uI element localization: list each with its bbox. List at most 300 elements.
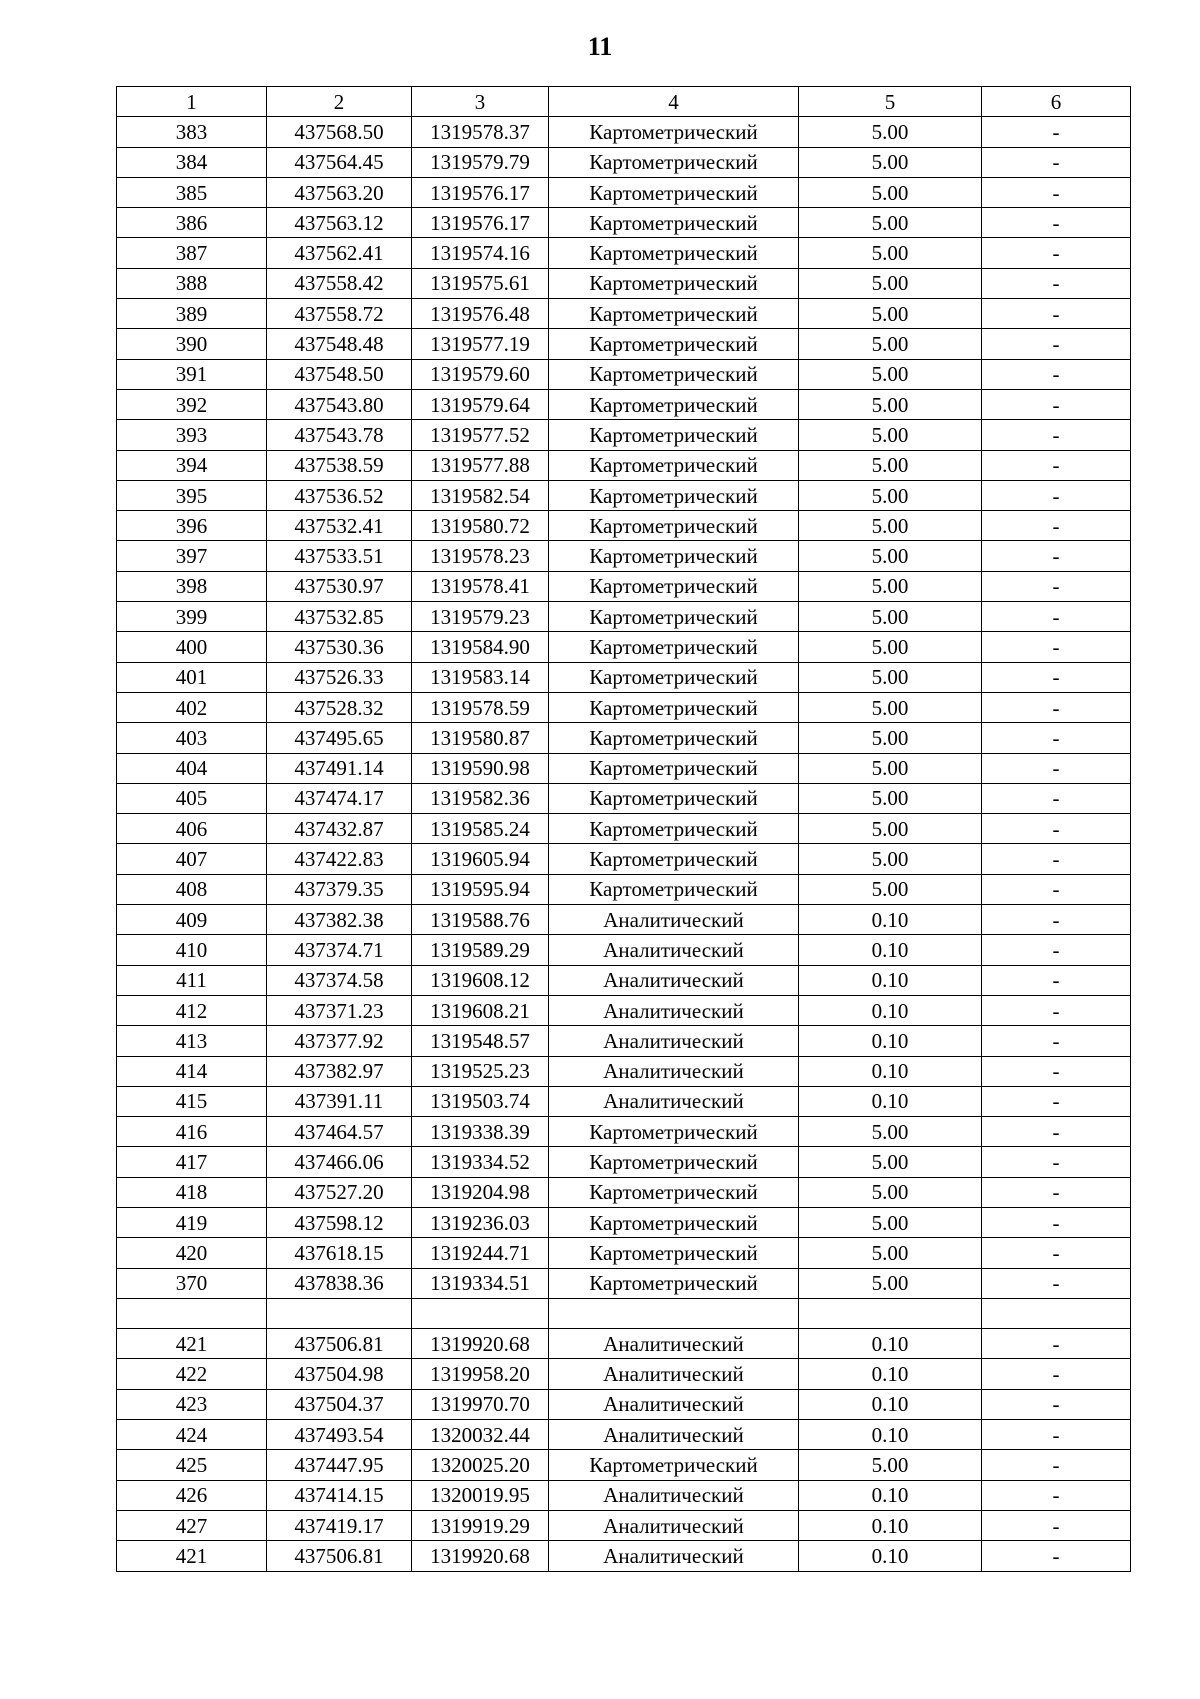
method-cell: Картометрический: [549, 874, 799, 904]
table-row: [117, 1026, 1131, 1056]
table-row: [117, 1117, 1131, 1147]
point-number-cell: 423: [117, 1389, 267, 1419]
accuracy-cell: 5.00: [799, 1207, 982, 1237]
note-cell: -: [982, 753, 1131, 783]
point-number-cell: 416: [117, 1117, 267, 1147]
point-number-cell: 403: [117, 723, 267, 753]
y-coordinate-cell: 1319525.23: [412, 1056, 549, 1086]
accuracy-cell: 5.00: [799, 632, 982, 662]
note-cell: -: [982, 935, 1131, 965]
x-coordinate-cell: 437538.59: [267, 450, 412, 480]
method-cell: Аналитический: [549, 1480, 799, 1510]
y-coordinate-cell: 1319919.29: [412, 1510, 549, 1540]
y-coordinate-cell: 1319970.70: [412, 1389, 549, 1419]
point-number-cell: 388: [117, 268, 267, 298]
accuracy-cell: 5.00: [799, 783, 982, 813]
table-row: [117, 268, 1131, 298]
point-number-cell: 404: [117, 753, 267, 783]
y-coordinate-cell: 1320019.95: [412, 1480, 549, 1510]
note-cell: -: [982, 965, 1131, 995]
y-coordinate-cell: 1319204.98: [412, 1177, 549, 1207]
note-cell: -: [982, 1389, 1131, 1419]
x-coordinate-cell: 437464.57: [267, 1117, 412, 1147]
x-coordinate-cell: 437562.41: [267, 238, 412, 268]
x-coordinate-cell: 437563.12: [267, 208, 412, 238]
x-coordinate-cell: 437382.97: [267, 1056, 412, 1086]
method-cell: Картометрический: [549, 1117, 799, 1147]
note-cell: -: [982, 632, 1131, 662]
point-number-cell: 425: [117, 1450, 267, 1480]
method-cell: Аналитический: [549, 1541, 799, 1571]
method-cell: Картометрический: [549, 814, 799, 844]
note-cell: -: [982, 268, 1131, 298]
y-coordinate-cell: 1319578.37: [412, 117, 549, 147]
y-coordinate-cell: 1319920.68: [412, 1329, 549, 1359]
column-header: 4: [549, 87, 799, 117]
y-coordinate-cell: 1319576.17: [412, 208, 549, 238]
y-coordinate-cell: 1319580.72: [412, 511, 549, 541]
y-coordinate-cell: 1319578.59: [412, 692, 549, 722]
accuracy-cell: 5.00: [799, 389, 982, 419]
point-number-cell: 406: [117, 814, 267, 844]
method-cell: Картометрический: [549, 268, 799, 298]
accuracy-cell: 5.00: [799, 299, 982, 329]
point-number-cell: 389: [117, 299, 267, 329]
note-cell: -: [982, 208, 1131, 238]
x-coordinate-cell: 437466.06: [267, 1147, 412, 1177]
note-cell: -: [982, 1026, 1131, 1056]
method-cell: Картометрический: [549, 1177, 799, 1207]
x-coordinate-cell: 437391.11: [267, 1086, 412, 1116]
x-coordinate-cell: 437527.20: [267, 1177, 412, 1207]
x-coordinate-cell: 437382.38: [267, 905, 412, 935]
table-row: [117, 874, 1131, 904]
method-cell: Аналитический: [549, 995, 799, 1025]
accuracy-cell: 0.10: [799, 1329, 982, 1359]
method-cell: Аналитический: [549, 935, 799, 965]
accuracy-cell: 5.00: [799, 541, 982, 571]
table-row: [117, 814, 1131, 844]
note-cell: -: [982, 177, 1131, 207]
point-number-cell: 427: [117, 1510, 267, 1540]
y-coordinate-cell: 1320032.44: [412, 1420, 549, 1450]
table-row: [117, 1147, 1131, 1177]
note-cell: -: [982, 389, 1131, 419]
method-cell: Картометрический: [549, 299, 799, 329]
accuracy-cell: 5.00: [799, 147, 982, 177]
point-number-cell: 398: [117, 571, 267, 601]
y-coordinate-cell: [412, 1298, 549, 1328]
y-coordinate-cell: 1319577.19: [412, 329, 549, 359]
table-row: [117, 1207, 1131, 1237]
accuracy-cell: 5.00: [799, 177, 982, 207]
note-cell: -: [982, 662, 1131, 692]
y-coordinate-cell: 1319579.64: [412, 389, 549, 419]
accuracy-cell: 5.00: [799, 238, 982, 268]
table-row: [117, 511, 1131, 541]
column-header: 1: [117, 87, 267, 117]
point-number-cell: 383: [117, 117, 267, 147]
method-cell: Картометрический: [549, 541, 799, 571]
accuracy-cell: 0.10: [799, 1389, 982, 1419]
table-row: [117, 1238, 1131, 1268]
accuracy-cell: 5.00: [799, 602, 982, 632]
table-row: [117, 995, 1131, 1025]
y-coordinate-cell: 1319605.94: [412, 844, 549, 874]
point-number-cell: 384: [117, 147, 267, 177]
x-coordinate-cell: 437504.98: [267, 1359, 412, 1389]
point-number-cell: 420: [117, 1238, 267, 1268]
point-number-cell: 412: [117, 995, 267, 1025]
accuracy-cell: 0.10: [799, 905, 982, 935]
note-cell: -: [982, 1086, 1131, 1116]
x-coordinate-cell: 437422.83: [267, 844, 412, 874]
table-body: [117, 117, 1131, 1571]
method-cell: Картометрический: [549, 753, 799, 783]
method-cell: Картометрический: [549, 389, 799, 419]
y-coordinate-cell: 1319579.60: [412, 359, 549, 389]
accuracy-cell: 0.10: [799, 995, 982, 1025]
y-coordinate-cell: 1319582.36: [412, 783, 549, 813]
y-coordinate-cell: 1319588.76: [412, 905, 549, 935]
note-cell: -: [982, 571, 1131, 601]
y-coordinate-cell: 1319920.68: [412, 1541, 549, 1571]
accuracy-cell: 5.00: [799, 117, 982, 147]
y-coordinate-cell: 1319236.03: [412, 1207, 549, 1237]
y-coordinate-cell: 1319589.29: [412, 935, 549, 965]
accuracy-cell: 0.10: [799, 1420, 982, 1450]
x-coordinate-cell: 437533.51: [267, 541, 412, 571]
y-coordinate-cell: 1319338.39: [412, 1117, 549, 1147]
x-coordinate-cell: 437598.12: [267, 1207, 412, 1237]
table-row: [117, 905, 1131, 935]
note-cell: -: [982, 1450, 1131, 1480]
note-cell: -: [982, 602, 1131, 632]
point-number-cell: 415: [117, 1086, 267, 1116]
method-cell: Картометрический: [549, 632, 799, 662]
method-cell: Картометрический: [549, 571, 799, 601]
accuracy-cell: 5.00: [799, 814, 982, 844]
table-row: [117, 753, 1131, 783]
method-cell: Картометрический: [549, 692, 799, 722]
method-cell: Картометрический: [549, 602, 799, 632]
table-row: [117, 692, 1131, 722]
method-cell: Картометрический: [549, 662, 799, 692]
x-coordinate-cell: 437558.42: [267, 268, 412, 298]
table-row: [117, 1420, 1131, 1450]
accuracy-cell: 5.00: [799, 1268, 982, 1298]
method-cell: Аналитический: [549, 1420, 799, 1450]
point-number-cell: 399: [117, 602, 267, 632]
x-coordinate-cell: 437564.45: [267, 147, 412, 177]
x-coordinate-cell: 437558.72: [267, 299, 412, 329]
method-cell: Аналитический: [549, 1056, 799, 1086]
point-number-cell: [117, 1298, 267, 1328]
y-coordinate-cell: 1319958.20: [412, 1359, 549, 1389]
y-coordinate-cell: 1319608.12: [412, 965, 549, 995]
y-coordinate-cell: 1319576.17: [412, 177, 549, 207]
y-coordinate-cell: 1319580.87: [412, 723, 549, 753]
x-coordinate-cell: 437536.52: [267, 480, 412, 510]
point-number-cell: 390: [117, 329, 267, 359]
y-coordinate-cell: 1319548.57: [412, 1026, 549, 1056]
accuracy-cell: 0.10: [799, 1359, 982, 1389]
table-header: [117, 87, 1131, 117]
method-cell: Картометрический: [549, 1147, 799, 1177]
x-coordinate-cell: 437532.85: [267, 602, 412, 632]
note-cell: -: [982, 783, 1131, 813]
point-number-cell: 417: [117, 1147, 267, 1177]
method-cell: Картометрический: [549, 1268, 799, 1298]
table-row: [117, 117, 1131, 147]
accuracy-cell: 5.00: [799, 1177, 982, 1207]
accuracy-cell: 5.00: [799, 511, 982, 541]
x-coordinate-cell: 437374.58: [267, 965, 412, 995]
note-cell: -: [982, 1207, 1131, 1237]
table-row: [117, 450, 1131, 480]
x-coordinate-cell: 437548.48: [267, 329, 412, 359]
header-row: [117, 87, 1131, 117]
table-row: [117, 1480, 1131, 1510]
x-coordinate-cell: 437371.23: [267, 995, 412, 1025]
y-coordinate-cell: 1319576.48: [412, 299, 549, 329]
accuracy-cell: 5.00: [799, 1450, 982, 1480]
x-coordinate-cell: 437838.36: [267, 1268, 412, 1298]
table-row: [117, 389, 1131, 419]
table-row: [117, 359, 1131, 389]
accuracy-cell: 5.00: [799, 874, 982, 904]
point-number-cell: 387: [117, 238, 267, 268]
accuracy-cell: 0.10: [799, 935, 982, 965]
method-cell: [549, 1298, 799, 1328]
point-number-cell: 407: [117, 844, 267, 874]
note-cell: -: [982, 147, 1131, 177]
accuracy-cell: 0.10: [799, 1056, 982, 1086]
method-cell: Аналитический: [549, 1359, 799, 1389]
note-cell: -: [982, 1238, 1131, 1268]
y-coordinate-cell: 1319582.54: [412, 480, 549, 510]
x-coordinate-cell: 437543.78: [267, 420, 412, 450]
note-cell: -: [982, 238, 1131, 268]
y-coordinate-cell: 1319334.52: [412, 1147, 549, 1177]
y-coordinate-cell: 1319578.23: [412, 541, 549, 571]
method-cell: Картометрический: [549, 480, 799, 510]
note-cell: -: [982, 1541, 1131, 1571]
accuracy-cell: 5.00: [799, 753, 982, 783]
y-coordinate-cell: 1319608.21: [412, 995, 549, 1025]
accuracy-cell: 5.00: [799, 571, 982, 601]
note-cell: -: [982, 420, 1131, 450]
note-cell: -: [982, 1420, 1131, 1450]
x-coordinate-cell: 437548.50: [267, 359, 412, 389]
method-cell: Картометрический: [549, 117, 799, 147]
table-row: [117, 1329, 1131, 1359]
accuracy-cell: 0.10: [799, 1510, 982, 1540]
note-cell: -: [982, 1510, 1131, 1540]
accuracy-cell: 5.00: [799, 359, 982, 389]
y-coordinate-cell: 1319334.51: [412, 1268, 549, 1298]
method-cell: Картометрический: [549, 238, 799, 268]
method-cell: Картометрический: [549, 329, 799, 359]
x-coordinate-cell: 437543.80: [267, 389, 412, 419]
accuracy-cell: 5.00: [799, 480, 982, 510]
accuracy-cell: 5.00: [799, 420, 982, 450]
point-number-cell: 419: [117, 1207, 267, 1237]
x-coordinate-cell: 437506.81: [267, 1541, 412, 1571]
point-number-cell: 397: [117, 541, 267, 571]
method-cell: Аналитический: [549, 1026, 799, 1056]
method-cell: Аналитический: [549, 1086, 799, 1116]
accuracy-cell: 5.00: [799, 208, 982, 238]
table-row: [117, 1298, 1131, 1328]
x-coordinate-cell: 437528.32: [267, 692, 412, 722]
note-cell: -: [982, 359, 1131, 389]
point-number-cell: 408: [117, 874, 267, 904]
note-cell: -: [982, 723, 1131, 753]
x-coordinate-cell: 437414.15: [267, 1480, 412, 1510]
accuracy-cell: 0.10: [799, 1086, 982, 1116]
y-coordinate-cell: 1319579.23: [412, 602, 549, 632]
table-row: [117, 723, 1131, 753]
note-cell: -: [982, 541, 1131, 571]
table-row: [117, 632, 1131, 662]
method-cell: Картометрический: [549, 147, 799, 177]
table-row: [117, 1086, 1131, 1116]
note-cell: -: [982, 692, 1131, 722]
point-number-cell: 386: [117, 208, 267, 238]
y-coordinate-cell: 1319590.98: [412, 753, 549, 783]
accuracy-cell: 5.00: [799, 329, 982, 359]
point-number-cell: 414: [117, 1056, 267, 1086]
note-cell: -: [982, 1056, 1131, 1086]
point-number-cell: 401: [117, 662, 267, 692]
point-number-cell: 409: [117, 905, 267, 935]
table-row: [117, 299, 1131, 329]
point-number-cell: 413: [117, 1026, 267, 1056]
x-coordinate-cell: 437419.17: [267, 1510, 412, 1540]
method-cell: Аналитический: [549, 1329, 799, 1359]
note-cell: -: [982, 874, 1131, 904]
point-number-cell: 396: [117, 511, 267, 541]
accuracy-cell: 5.00: [799, 450, 982, 480]
page-number: 11: [587, 32, 613, 61]
note-cell: -: [982, 480, 1131, 510]
x-coordinate-cell: [267, 1298, 412, 1328]
coordinates-table: [116, 86, 1131, 1572]
x-coordinate-cell: 437506.81: [267, 1329, 412, 1359]
method-cell: Аналитический: [549, 965, 799, 995]
note-cell: [982, 1298, 1131, 1328]
point-number-cell: 418: [117, 1177, 267, 1207]
method-cell: Картометрический: [549, 450, 799, 480]
table-row: [117, 1510, 1131, 1540]
table-row: [117, 935, 1131, 965]
note-cell: -: [982, 1177, 1131, 1207]
y-coordinate-cell: 1319578.41: [412, 571, 549, 601]
table-row: [117, 480, 1131, 510]
method-cell: Аналитический: [549, 905, 799, 935]
x-coordinate-cell: 437493.54: [267, 1420, 412, 1450]
point-number-cell: 394: [117, 450, 267, 480]
method-cell: Картометрический: [549, 844, 799, 874]
method-cell: Аналитический: [549, 1510, 799, 1540]
table-row: [117, 1541, 1131, 1571]
method-cell: Картометрический: [549, 783, 799, 813]
note-cell: -: [982, 329, 1131, 359]
point-number-cell: 424: [117, 1420, 267, 1450]
x-coordinate-cell: 437374.71: [267, 935, 412, 965]
accuracy-cell: 0.10: [799, 965, 982, 995]
accuracy-cell: 5.00: [799, 723, 982, 753]
y-coordinate-cell: 1319579.79: [412, 147, 549, 177]
method-cell: Картометрический: [549, 1450, 799, 1480]
point-number-cell: 391: [117, 359, 267, 389]
table-row: [117, 177, 1131, 207]
table-row: [117, 571, 1131, 601]
table-row: [117, 1359, 1131, 1389]
y-coordinate-cell: 1320025.20: [412, 1450, 549, 1480]
method-cell: Картометрический: [549, 723, 799, 753]
method-cell: Картометрический: [549, 1207, 799, 1237]
note-cell: -: [982, 1268, 1131, 1298]
table-row: [117, 329, 1131, 359]
method-cell: Картометрический: [549, 208, 799, 238]
method-cell: Картометрический: [549, 359, 799, 389]
table-row: [117, 1056, 1131, 1086]
table-row: [117, 662, 1131, 692]
x-coordinate-cell: 437495.65: [267, 723, 412, 753]
table-row: [117, 238, 1131, 268]
note-cell: -: [982, 995, 1131, 1025]
accuracy-cell: 5.00: [799, 268, 982, 298]
y-coordinate-cell: 1319584.90: [412, 632, 549, 662]
x-coordinate-cell: 437526.33: [267, 662, 412, 692]
method-cell: Аналитический: [549, 1389, 799, 1419]
table-row: [117, 1389, 1131, 1419]
y-coordinate-cell: 1319575.61: [412, 268, 549, 298]
x-coordinate-cell: 437530.36: [267, 632, 412, 662]
point-number-cell: 421: [117, 1329, 267, 1359]
column-header: 5: [799, 87, 982, 117]
table-row: [117, 965, 1131, 995]
column-header: 6: [982, 87, 1131, 117]
point-number-cell: 392: [117, 389, 267, 419]
accuracy-cell: 5.00: [799, 1117, 982, 1147]
method-cell: Картометрический: [549, 1238, 799, 1268]
note-cell: -: [982, 299, 1131, 329]
point-number-cell: 422: [117, 1359, 267, 1389]
accuracy-cell: [799, 1298, 982, 1328]
accuracy-cell: 5.00: [799, 1238, 982, 1268]
x-coordinate-cell: 437432.87: [267, 814, 412, 844]
x-coordinate-cell: 437530.97: [267, 571, 412, 601]
point-number-cell: 410: [117, 935, 267, 965]
y-coordinate-cell: 1319585.24: [412, 814, 549, 844]
column-header: 3: [412, 87, 549, 117]
note-cell: -: [982, 1329, 1131, 1359]
point-number-cell: 405: [117, 783, 267, 813]
y-coordinate-cell: 1319244.71: [412, 1238, 549, 1268]
table-row: [117, 541, 1131, 571]
x-coordinate-cell: 437563.20: [267, 177, 412, 207]
point-number-cell: 385: [117, 177, 267, 207]
x-coordinate-cell: 437474.17: [267, 783, 412, 813]
note-cell: -: [982, 450, 1131, 480]
y-coordinate-cell: 1319577.52: [412, 420, 549, 450]
method-cell: Картометрический: [549, 177, 799, 207]
accuracy-cell: 5.00: [799, 1147, 982, 1177]
y-coordinate-cell: 1319503.74: [412, 1086, 549, 1116]
